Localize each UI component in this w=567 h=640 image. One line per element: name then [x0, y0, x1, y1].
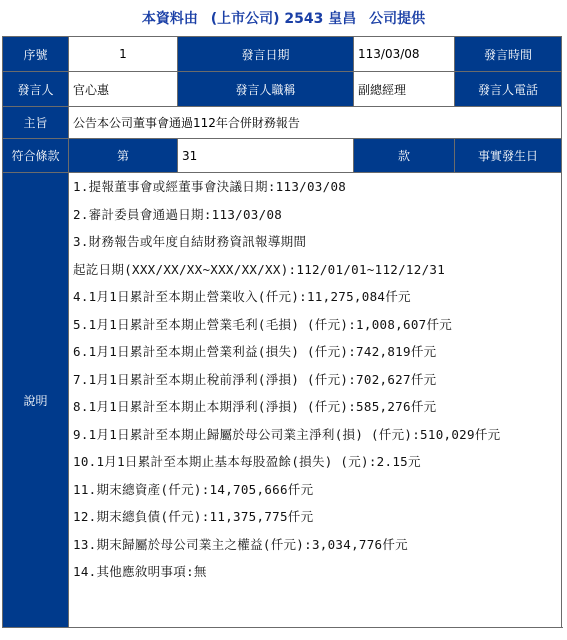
row-subject — [3, 107, 562, 139]
seq-label: 序號 — [3, 37, 69, 72]
page-header — [0, 0, 567, 36]
clause-number: 31 — [178, 139, 354, 173]
date-label: 發言日期 — [178, 37, 354, 72]
description-line: 1.提報董事會或經董事會決議日期:113/03/08 — [73, 179, 347, 194]
subject-value: 公告本公司董事會通過112年合併財務報告 — [69, 107, 562, 139]
description-line: 6.1月1日累計至本期止營業利益(損失) (仟元):742,819仟元 — [73, 344, 437, 359]
description-line: 11.期末總資產(仟元):14,705,666仟元 — [73, 481, 314, 497]
clause-label: 符合條款 — [3, 139, 69, 173]
row-speaker — [3, 72, 562, 107]
clause-kuan-label: 款 — [354, 139, 455, 173]
row-seq-date-time — [3, 37, 562, 72]
date-value: 113/03/08 — [354, 37, 455, 72]
header-suffix: 公司提供 — [369, 11, 426, 27]
description-line: 10.1月1日累計至本期止基本每股盈餘(損失) (元):2.15元 — [73, 454, 421, 469]
description-line: 2.審計委員會通過日期:113/03/08 — [73, 206, 283, 222]
description-label: 說明 — [3, 173, 69, 628]
description-line: 5.1月1日累計至本期止營業毛利(毛損) (仟元):1,008,607仟元 — [73, 316, 453, 332]
description-line: 14.其他應敘明事項:無 — [73, 564, 207, 579]
seq-value: 1 — [69, 37, 178, 72]
header-company: (上市公司) 2543 皇昌 — [210, 11, 357, 27]
description-content — [69, 173, 562, 628]
row-clause — [3, 139, 562, 173]
description-lines — [73, 173, 557, 586]
row-description — [3, 173, 562, 628]
time-label: 發言時間 — [455, 37, 562, 72]
description-line: 13.期末歸屬於母公司業主之權益(仟元):3,034,776仟元 — [73, 536, 408, 552]
speaker-value: 官心惠 — [69, 72, 178, 107]
event-date-label: 事實發生日 — [455, 139, 562, 173]
subject-label: 主旨 — [3, 107, 69, 139]
description-line: 4.1月1日累計至本期止營業收入(仟元):11,275,084仟元 — [73, 289, 411, 304]
description-line: 起訖日期(XXX/XX/XX~XXX/XX/XX):112/01/01~112/12/31 — [73, 261, 446, 277]
description-line: 12.期末總負債(仟元):11,375,775仟元 — [73, 509, 314, 524]
speaker-title-value: 副總經理 — [354, 72, 455, 107]
description-line: 3.財務報告或年度自結財務資訊報導期間 — [73, 234, 307, 249]
speaker-title-label: 發言人職稱 — [178, 72, 354, 107]
speaker-phone-label: 發言人電話 — [455, 72, 562, 107]
clause-di-label: 第 — [69, 139, 178, 173]
description-line: 7.1月1日累計至本期止稅前淨利(淨損) (仟元):702,627仟元 — [73, 371, 437, 387]
header-prefix: 本資料由 — [141, 11, 198, 27]
speaker-label: 發言人 — [3, 72, 69, 107]
description-line: 8.1月1日累計至本期止本期淨利(淨損) (仟元):585,276仟元 — [73, 399, 437, 414]
description-line: 9.1月1日累計至本期止歸屬於母公司業主淨利(損) (仟元):510,029仟元 — [73, 426, 501, 442]
announcement-table — [2, 36, 562, 628]
